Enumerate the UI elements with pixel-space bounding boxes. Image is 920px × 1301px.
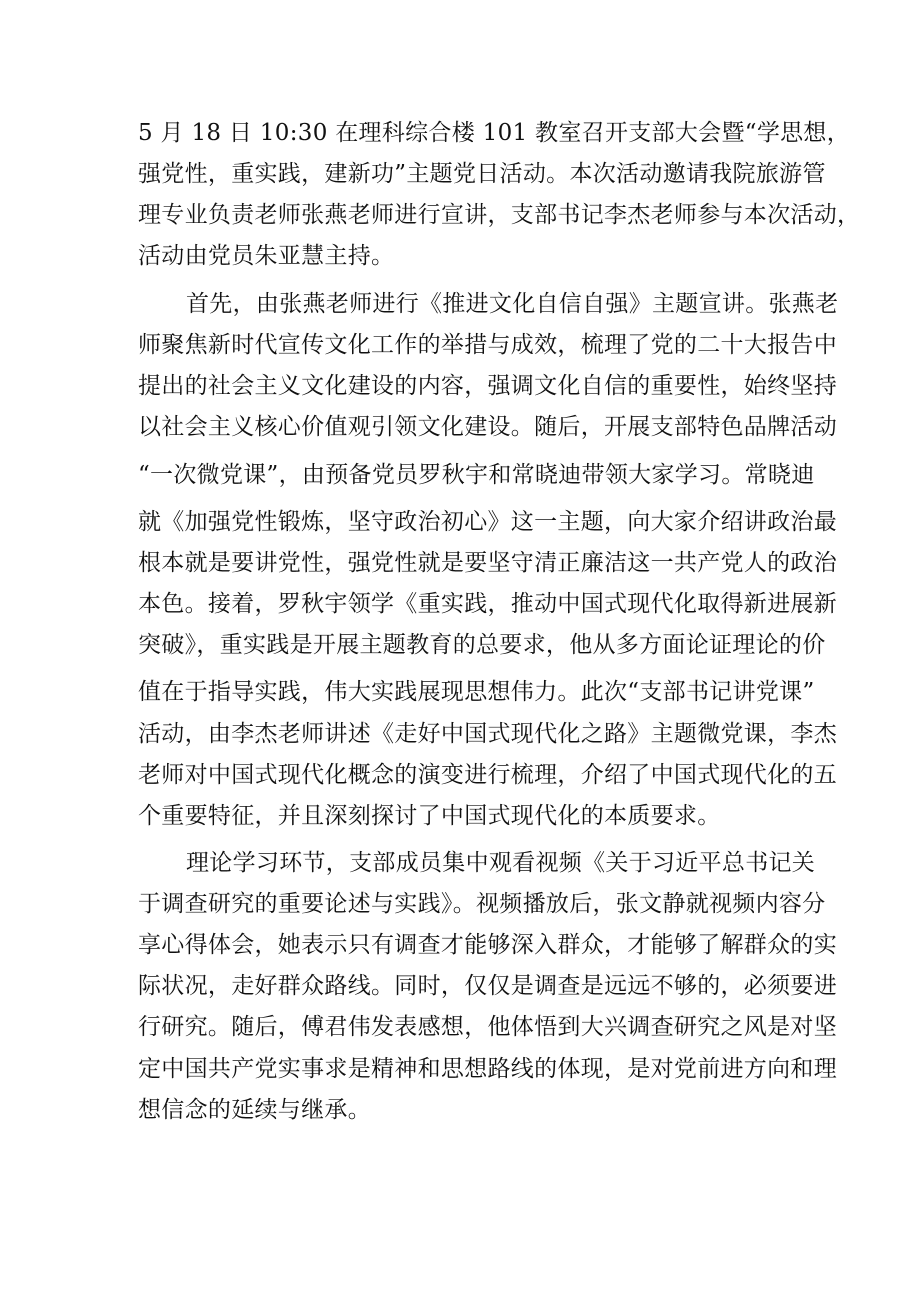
text-line: 就《加强党性锻炼，坚守政治初心》这一主题，向大家介绍讲政治最 <box>138 509 837 535</box>
text-line: 老师对中国式现代化概念的演变进行梳理，介绍了中国式现代化的五 <box>138 762 837 788</box>
text-line: 5 月 18 日 10:30 在理科综合楼 101 教室召开支部大会暨“学思想， <box>138 120 851 146</box>
text-line: 想信念的延续与继承。 <box>138 1097 371 1123</box>
text-line: 享心得体会，她表示只有调查才能够深入群众，才能够了解群众的实 <box>138 932 837 958</box>
text-line: 根本就是要讲党性，强党性就是要坚守清正廉洁这一共产党人的政治 <box>138 550 837 576</box>
text-line: 理专业负责老师张燕老师进行宣讲，支部书记李杰老师参与本次活动， <box>138 202 861 228</box>
text-line: 突破》，重实践是开展主题教育的总要求，他从多方面论证理论的价 <box>138 632 826 658</box>
text-line: 于调查研究的重要论述与实践》。视频播放后，张文静就视频内容分 <box>138 891 826 917</box>
text-line: 行研究。随后，傅君伟发表感想，他体悟到大兴调查研究之风是对坚 <box>138 1014 837 1040</box>
text-line: 强党性，重实践，建新功”主题党日活动。本次活动邀请我院旅游管 <box>138 161 826 187</box>
text-line: 理论学习环节，支部成员集中观看视频《关于习近平总书记关 <box>186 850 816 876</box>
text-line: 际状况，走好群众路线。同时，仅仅是调查是远远不够的，必须要进 <box>138 973 837 999</box>
text-line: 师聚焦新时代宣传文化工作的举措与成效，梳理了党的二十大报告中 <box>138 332 837 358</box>
text-line: 首先，由张燕老师进行《推进文化自信自强》主题宣讲。张燕老 <box>186 291 839 317</box>
text-line: “一次微党课”，由预备党员罗秋宇和常晓迪带领大家学习。常晓迪 <box>138 462 815 488</box>
text-line: 个重要特征，并且深刻探讨了中国式现代化的本质要求。 <box>138 803 721 829</box>
text-line: 活动，由李杰老师讲述《走好中国式现代化之路》主题微党课，李杰 <box>138 721 837 747</box>
text-line: 值在于指导实践，伟大实践展现思想伟力。此次“支部书记讲党课” <box>138 679 815 705</box>
text-line: 活动由党员朱亚慧主持。 <box>138 243 395 269</box>
text-line: 定中国共产党实事求是精神和思想路线的体现，是对党前进方向和理 <box>138 1056 837 1082</box>
text-line: 提出的社会主义文化建设的内容，强调文化自信的重要性，始终坚持 <box>138 373 837 399</box>
text-line: 本色。接着，罗秋宇领学《重实践，推动中国式现代化取得新进展新 <box>138 591 837 617</box>
text-line: 以社会主义核心价值观引领文化建设。随后，开展支部特色品牌活动 <box>138 414 837 440</box>
